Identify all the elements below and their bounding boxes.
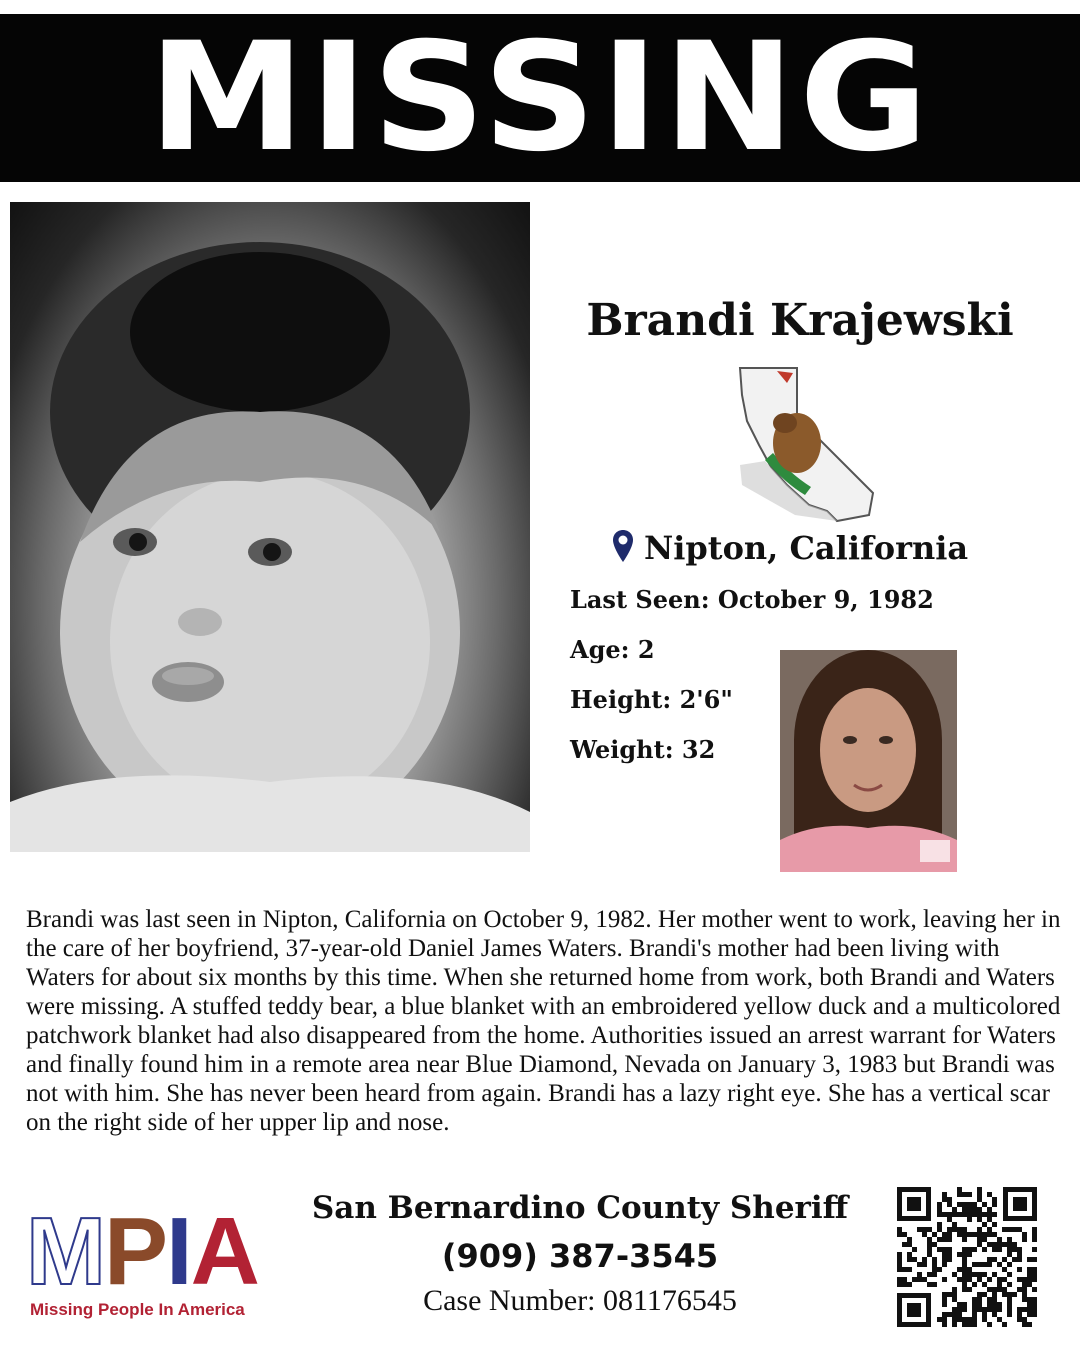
map-pin-icon — [612, 529, 634, 567]
contact-block — [300, 1185, 860, 1321]
location — [612, 525, 968, 571]
age-progression-photo — [780, 650, 957, 872]
california-flag-map — [735, 365, 880, 525]
logo-letter-p: P — [103, 1198, 166, 1305]
fact-label: Weight: — [570, 735, 674, 764]
agency-name: San Bernardino County Sheriff — [311, 1190, 849, 1226]
fact-label: Age: — [570, 635, 630, 664]
fact-last-seen — [570, 585, 934, 635]
mpia-logo — [26, 1198, 286, 1326]
logo-letter-a: A — [190, 1198, 258, 1305]
logo-caption: Missing People In America — [30, 1300, 245, 1319]
case-narrative: Brandi was last seen in Nipton, California on October 9, 1982. Her mother went to work, leaving her in the care of her boyfriend, 37-year-old Daniel James Waters. Brandi's mother had been living with Waters for about six months by this time. When she returned home from work, both Brandi and Waters were missing. A stuffed teddy bear, a blue blanket with an embroidered yellow duck and a multicolored patchwork blanket had also disappeared from the home. Authorities issued an arrest warrant for Waters and finally found him in a remote area near Blue Diamond, Nevada on January 3, 1983 but Brandi was not with him. She has never been heard from again. Brandi has a lazy right eye. She has a vertical scar on the right side of her upper lip and nose. — [26, 906, 1061, 1136]
case-label: Case Number: — [423, 1284, 596, 1317]
child-photo — [10, 202, 530, 852]
banner-title: MISSING — [147, 11, 933, 185]
fact-value: October 9, 1982 — [717, 585, 934, 614]
missing-banner — [0, 11, 1080, 185]
fact-label: Last Seen: — [570, 585, 710, 614]
logo-wordmark — [26, 1198, 258, 1305]
location-text: Nipton, California — [644, 529, 969, 567]
person-name: Brandi Krajewski — [586, 295, 1014, 346]
fact-value: 2 — [637, 635, 655, 664]
logo-letter-m: M — [26, 1198, 104, 1305]
logo-letter-i: I — [166, 1198, 191, 1305]
case-number — [300, 1281, 860, 1321]
case-value: 081176545 — [603, 1284, 737, 1317]
fact-value: 2'6" — [679, 685, 733, 714]
phone-number[interactable]: (909) 387-3545 — [441, 1237, 719, 1275]
qr-code[interactable] — [897, 1187, 1037, 1327]
fact-value: 32 — [681, 735, 716, 764]
fact-label: Height: — [570, 685, 672, 714]
